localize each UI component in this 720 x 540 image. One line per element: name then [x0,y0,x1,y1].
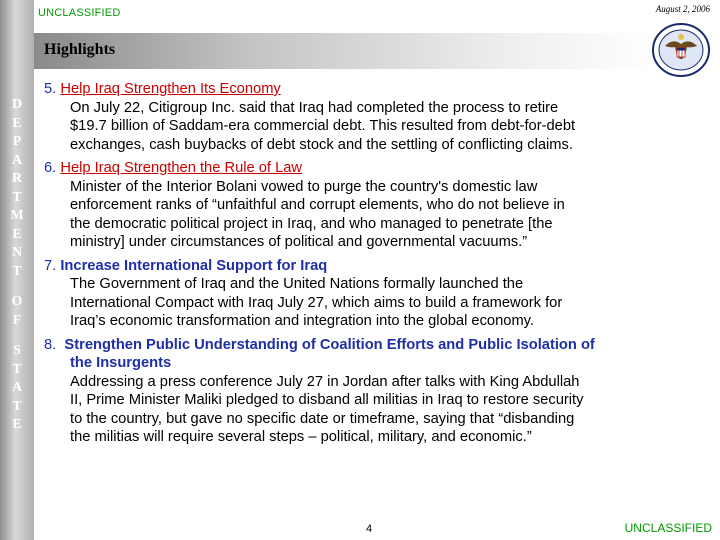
section-body-line: Iraq’s economic transformation and integration into the global economy. [70,313,535,329]
section-heading [44,80,709,99]
section-rule-of-law [44,159,709,252]
page-number: 4 [366,523,373,535]
section-body-line: International Compact with Iraq July 27, which aims to build a framework for [70,294,563,311]
section-body-line: Minister of the Interior Bolani vowed to purge the country's domestic law [70,178,538,195]
sidebar-letter: E [12,226,22,242]
sidebar-letter: A [11,152,23,168]
section-public-understanding [44,336,709,447]
section-body-line: On July 22, Citigroup Inc. said that Iraq had completed the process to retire [70,99,559,116]
section-heading-text: Strengthen Public Understanding of Coalition Efforts and Public Isolation of [64,336,595,353]
sidebar-letter: O [11,294,23,309]
section-heading [44,336,709,355]
section-body-line: exchanges, cash buybacks of debt stock and the settling of conflicting claims. [70,136,573,153]
section-body-line: to the country, but gave no specific date or timeframe, saying that “disbanding [70,410,575,427]
section-body-line: ministry] under circumstances of political and governmental vacuums.” [70,234,528,250]
sidebar-letter: E [12,417,22,432]
highlights-content [44,80,709,452]
section-body-line: The Government of Iraq and the United Nations formally launched the [70,276,524,292]
section-body-line: the democratic political project in Iraq, and who managed to penetrate [the [70,215,553,232]
sidebar-letter: T [12,189,22,205]
page-title: Highlights [44,41,116,58]
section-number: 8. [44,336,57,353]
section-number: 7. [44,257,57,274]
sidebar-letter: R [11,171,23,186]
sidebar-letter: T [12,263,22,279]
section-number: 6. [44,160,57,176]
sidebar-department-of-state [0,96,34,435]
section-heading-text: Increase International Support for Iraq [60,257,328,274]
section-body-line: $19.7 billion of Saddam-era commercial debt. This resulted from debt-for-debt [70,118,576,134]
section-heading-link[interactable]: Help Iraq Strengthen Its Economy [60,81,281,97]
section-number: 5. [44,81,57,97]
section-economy [44,80,709,154]
sidebar-letter: T [12,398,22,414]
document-date: August 2, 2006 [655,4,710,14]
sidebar-letter: P [12,134,22,149]
section-heading-text-continued: the Insurgents [70,355,172,371]
sidebar-letter: E [12,115,22,131]
sidebar-letter: D [11,97,23,112]
section-heading [44,159,709,178]
sidebar-letter: N [11,245,23,260]
state-department-seal-icon [651,22,711,78]
title-band [34,33,654,69]
sidebar-letter: F [12,312,22,328]
section-international-support [44,257,709,331]
section-heading-link[interactable]: Help Iraq Strengthen the Rule of Law [60,160,303,176]
sidebar-letter: A [11,380,23,395]
sidebar-letter: M [10,208,24,223]
sidebar-letter [0,330,34,342]
section-body-line: II, Prime Minister Maliki pledged to disband all militias in Iraq to restore security [70,392,584,408]
sidebar-letter: S [13,343,21,358]
sidebar-letter: T [12,361,22,377]
bottom-classification-label: UNCLASSIFIED [624,521,712,535]
section-body-line: the militias will require several steps – political, military, and economic.” [70,429,532,445]
top-classification-label: UNCLASSIFIED [38,7,121,19]
section-body-line: enforcement ranks of “unfaithful and corrupt elements, who do not believe in [70,197,565,213]
section-heading [44,257,709,276]
section-body-line: Addressing a press conference July 27 in Jordan after talks with King Abdullah [70,373,580,390]
sidebar-letter [0,281,34,293]
